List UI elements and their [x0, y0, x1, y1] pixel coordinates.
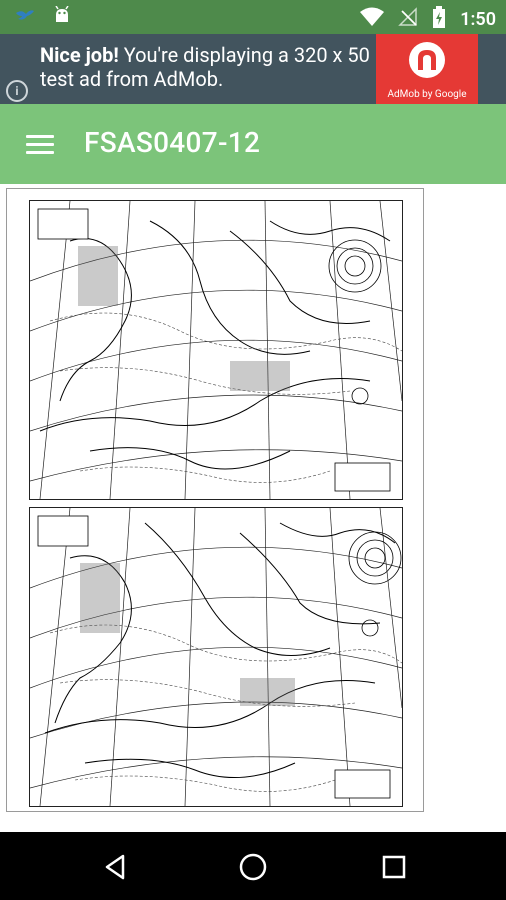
weather-map-upper[interactable] [29, 200, 403, 500]
chart-document[interactable] [6, 188, 424, 812]
system-nav-bar [0, 832, 506, 900]
wifi-icon [360, 7, 384, 31]
admob-badge-label: AdMob by Google [387, 89, 467, 100]
status-bar [0, 0, 506, 34]
main-content[interactable] [0, 184, 506, 832]
ad-body-text: You're displaying a 320 x 50 test ad from AdMob. [40, 43, 370, 91]
clock: 1:50 [460, 8, 496, 30]
ad-info-icon[interactable]: i [6, 80, 28, 102]
ad-bold-text: Nice job! [40, 43, 119, 67]
menu-icon[interactable] [26, 130, 54, 158]
battery-charging-icon [432, 6, 446, 32]
page-title: FSAS0407-12 [84, 126, 261, 159]
ad-banner[interactable] [0, 34, 506, 104]
admob-logo[interactable] [376, 34, 478, 104]
home-icon[interactable] [236, 850, 270, 884]
recents-icon[interactable] [377, 850, 411, 884]
app-toolbar [0, 104, 506, 184]
ad-text[interactable] [40, 43, 370, 91]
bird-icon [14, 7, 36, 29]
admob-a-icon [376, 34, 478, 90]
android-icon [52, 6, 72, 30]
weather-map-lower[interactable] [29, 507, 403, 807]
back-icon[interactable] [99, 850, 133, 884]
no-signal-icon [398, 7, 418, 31]
